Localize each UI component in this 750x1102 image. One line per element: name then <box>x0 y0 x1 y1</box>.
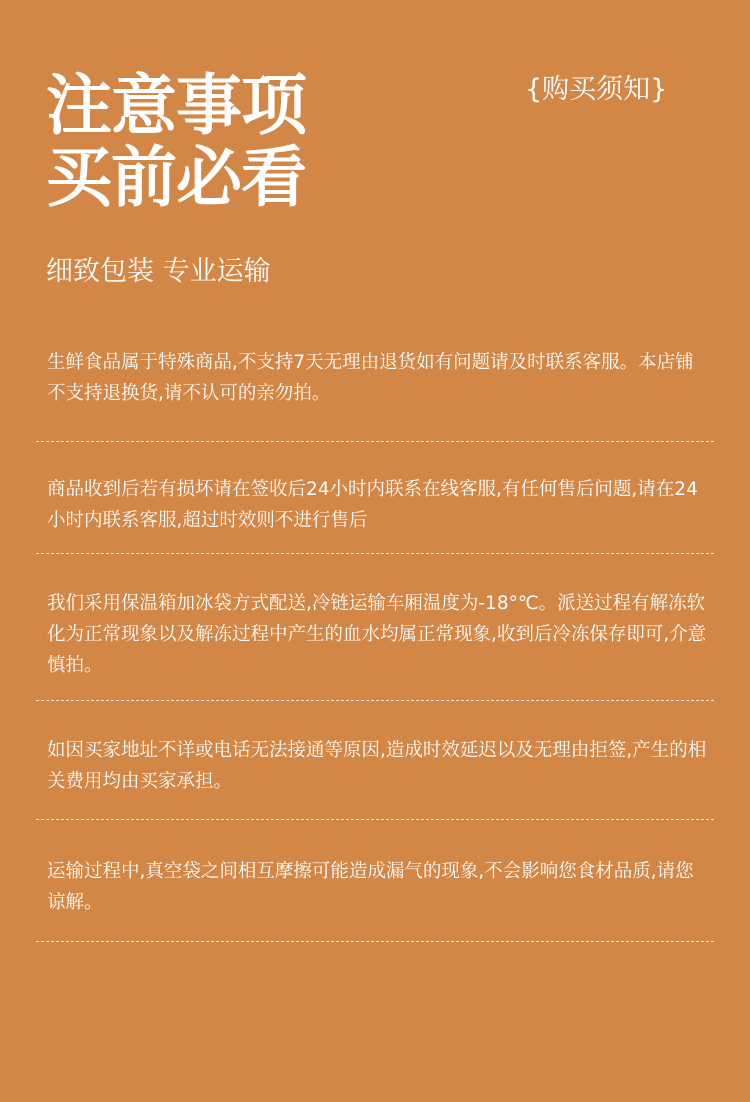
subtitle: 细致包装 专业运输 <box>46 256 271 287</box>
title-line-2: 买前必看 <box>46 139 306 216</box>
note-item-2: 商品收到后若有损坏请在签收后24小时内联系在线客服,有任何售后问题,请在24小时内联系客服,超过时效则不进行售后 <box>47 479 698 531</box>
note-item-1: 生鲜食品属于特殊商品,不支持7天无理由退货如有问题请及时联系客服。本店铺不支持退换货,请不认可的亲勿拍。 <box>47 352 694 404</box>
title-line-1: 注意事项 <box>46 67 306 144</box>
note-item-5: 运输过程中,真空袋之间相互摩擦可能造成漏气的现象,不会影响您食材品质,请您谅解。 <box>47 861 694 913</box>
divider <box>36 700 714 701</box>
divider <box>36 553 714 554</box>
divider <box>36 441 714 442</box>
divider <box>36 819 714 820</box>
divider <box>36 941 714 942</box>
note-item-3: 我们采用保温箱加冰袋方式配送,冷链运输车厢温度为-18°℃。派送过程有解冻软化为正常现象以及解冻过程中产生的血水均属正常现象,收到后冷冻保存即可,介意慎拍。 <box>47 593 707 676</box>
purchase-notice-tag: {购买须知} <box>525 74 668 105</box>
note-item-4: 如因买家地址不详或电话无法接通等原因,造成时效延迟以及无理由拒签,产生的相关费用均由买家承担。 <box>47 740 707 792</box>
